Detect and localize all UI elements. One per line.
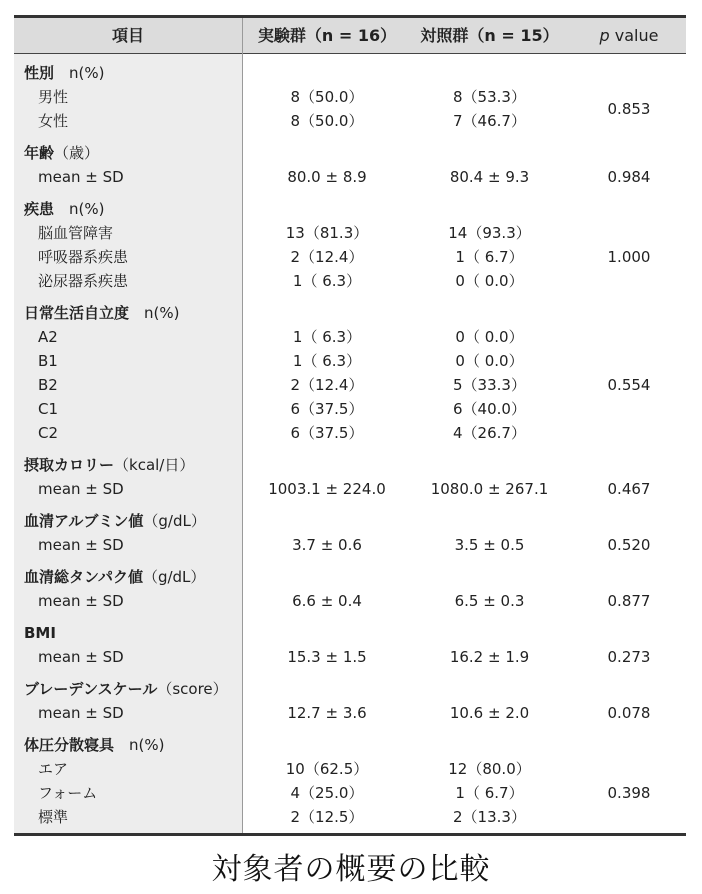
- category-name: 血清総タンパク値: [24, 568, 143, 586]
- header-control: 対照群（n = 15）: [420, 26, 559, 45]
- control-value: 12（80.0）: [448, 760, 531, 778]
- control-value: 7（46.7）: [453, 112, 526, 130]
- row-label: B2: [38, 376, 58, 394]
- control-value: 6（40.0）: [453, 400, 526, 418]
- control-value: 1080.0 ± 267.1: [430, 480, 549, 498]
- category-label: [24, 509, 206, 533]
- experimental-value: 15.3 ± 1.5: [287, 648, 367, 666]
- p-value: 0.877: [607, 592, 651, 610]
- experimental-value: 1（ 6.3）: [292, 328, 362, 346]
- control-value: 8（53.3）: [453, 88, 526, 106]
- control-value: 3.5 ± 0.5: [454, 536, 525, 554]
- row-label: 脳血管障害: [38, 224, 114, 242]
- table-row: [14, 165, 686, 189]
- category-row: [14, 301, 686, 325]
- pvalue-row: [14, 245, 686, 269]
- row-label: C2: [38, 424, 59, 442]
- experimental-value: 8（50.0）: [290, 112, 364, 130]
- category-row: [14, 197, 686, 221]
- row-label: フォーム: [38, 784, 98, 802]
- control-value: 1（ 6.7）: [455, 248, 524, 266]
- category-label: [24, 621, 56, 645]
- row-label: 男性: [38, 88, 69, 106]
- control-value: 14（93.3）: [448, 224, 531, 242]
- experimental-value: 2（12.4）: [290, 376, 364, 394]
- category-row: [14, 621, 686, 645]
- control-value: 2（13.3）: [453, 808, 526, 826]
- pvalue-row: [14, 97, 686, 121]
- category-unit: n(%): [54, 200, 105, 218]
- table-row: [14, 757, 686, 781]
- category-label: [24, 301, 179, 325]
- category-unit: （kcal/日）: [114, 456, 195, 474]
- summary-table: [14, 15, 686, 836]
- p-value: 1.000: [607, 248, 651, 266]
- table-row: [14, 421, 686, 445]
- row-label: mean ± SD: [38, 536, 124, 554]
- experimental-value: 10（62.5）: [285, 760, 369, 778]
- experimental-value: 1（ 6.3）: [292, 272, 362, 290]
- category-label: [24, 453, 194, 477]
- control-value: 6.5 ± 0.3: [454, 592, 525, 610]
- category-row: [14, 509, 686, 533]
- experimental-value: 4（25.0）: [290, 784, 364, 802]
- control-value: 80.4 ± 9.3: [449, 168, 530, 186]
- control-value: 1（ 6.7）: [455, 784, 524, 802]
- row-label: mean ± SD: [38, 648, 124, 666]
- category-unit: （歳）: [54, 144, 100, 162]
- table-row: [14, 701, 686, 725]
- row-label: B1: [38, 352, 58, 370]
- control-value: 0（ 0.0）: [455, 352, 524, 370]
- row-label: mean ± SD: [38, 168, 124, 186]
- experimental-value: 6（37.5）: [290, 424, 364, 442]
- category-unit: n(%): [129, 304, 180, 322]
- category-name: ブレーデンスケール: [24, 680, 158, 698]
- experimental-value: 2（12.5）: [290, 808, 364, 826]
- p-value: 0.853: [607, 100, 651, 118]
- category-row: [14, 565, 686, 589]
- p-value: 0.554: [607, 376, 651, 394]
- experimental-value: 1003.1 ± 224.0: [268, 480, 386, 498]
- control-value: 10.6 ± 2.0: [449, 704, 530, 722]
- p-value: 0.984: [607, 168, 651, 186]
- header-pvalue-rest: value: [609, 26, 659, 45]
- control-value: 0（ 0.0）: [455, 328, 524, 346]
- header-item: 項目: [111, 26, 144, 45]
- category-row: [14, 141, 686, 165]
- experimental-value: 13（81.3）: [285, 224, 369, 242]
- control-value: 0（ 0.0）: [455, 272, 524, 290]
- header-pvalue-p: p: [599, 26, 610, 45]
- category-label: [24, 565, 205, 589]
- category-label: [24, 733, 164, 757]
- table-row: [14, 269, 686, 293]
- p-value: 0.520: [607, 536, 651, 554]
- row-label: A2: [38, 328, 58, 346]
- experimental-value: 6（37.5）: [290, 400, 364, 418]
- table-row: [14, 645, 686, 669]
- figure-caption: 対象者の概要の比較: [211, 852, 491, 887]
- experimental-value: 1（ 6.3）: [292, 352, 362, 370]
- category-unit: （g/dL）: [143, 512, 206, 530]
- category-label: [24, 677, 228, 701]
- control-value: 16.2 ± 1.9: [449, 648, 530, 666]
- row-label: mean ± SD: [38, 704, 124, 722]
- row-label: 標準: [38, 808, 69, 826]
- control-value: 4（26.7）: [453, 424, 526, 442]
- category-row: [14, 453, 686, 477]
- pvalue-row: [14, 373, 686, 397]
- row-label: mean ± SD: [38, 480, 124, 498]
- row-label: 泌尿器系疾患: [38, 272, 129, 290]
- table-header: [14, 18, 686, 54]
- category-name: 摂取カロリー: [24, 456, 115, 474]
- table-row: [14, 805, 686, 829]
- category-unit: （score）: [157, 680, 228, 698]
- row-label: C1: [38, 400, 59, 418]
- table-row: [14, 349, 686, 373]
- header-pvalue: [572, 18, 686, 53]
- category-name: 日常生活自立度: [24, 304, 130, 322]
- control-value: 5（33.3）: [453, 376, 526, 394]
- experimental-value: 12.7 ± 3.6: [287, 704, 367, 722]
- table-row: [14, 477, 686, 501]
- table-row: [14, 397, 686, 421]
- category-label: [24, 141, 99, 165]
- category-unit: （g/dL）: [142, 568, 206, 586]
- table-row: [14, 589, 686, 613]
- table-row: [14, 221, 686, 245]
- category-row: [14, 677, 686, 701]
- category-row: [14, 733, 686, 757]
- experimental-value: 80.0 ± 8.9: [287, 168, 367, 186]
- category-name: 性別: [24, 64, 55, 82]
- row-label: mean ± SD: [38, 592, 124, 610]
- p-value: 0.273: [607, 648, 651, 666]
- row-label: 呼吸器系疾患: [38, 248, 129, 266]
- row-label: エア: [38, 760, 69, 778]
- experimental-value: 8（50.0）: [290, 88, 364, 106]
- category-name: 体圧分散寝具: [24, 736, 115, 754]
- table-row: [14, 533, 686, 557]
- experimental-value: 6.6 ± 0.4: [292, 592, 362, 610]
- category-row: [14, 61, 686, 85]
- category-name: 疾患: [24, 200, 55, 218]
- category-label: [24, 61, 104, 85]
- category-unit: n(%): [114, 736, 165, 754]
- row-label: 女性: [38, 112, 69, 130]
- table-row: [14, 325, 686, 349]
- experimental-value: 3.7 ± 0.6: [292, 536, 362, 554]
- p-value: 0.467: [607, 480, 651, 498]
- category-name: 年齢: [24, 144, 55, 162]
- pvalue-row: [14, 781, 686, 805]
- p-value: 0.078: [607, 704, 651, 722]
- p-value: 0.398: [607, 784, 651, 802]
- category-name: 血清アルブミン値: [24, 512, 144, 530]
- category-label: [24, 197, 104, 221]
- category-unit: n(%): [54, 64, 105, 82]
- header-experimental: 実験群（n = 16）: [257, 26, 397, 45]
- experimental-value: 2（12.4）: [290, 248, 364, 266]
- category-name: BMI: [24, 624, 56, 642]
